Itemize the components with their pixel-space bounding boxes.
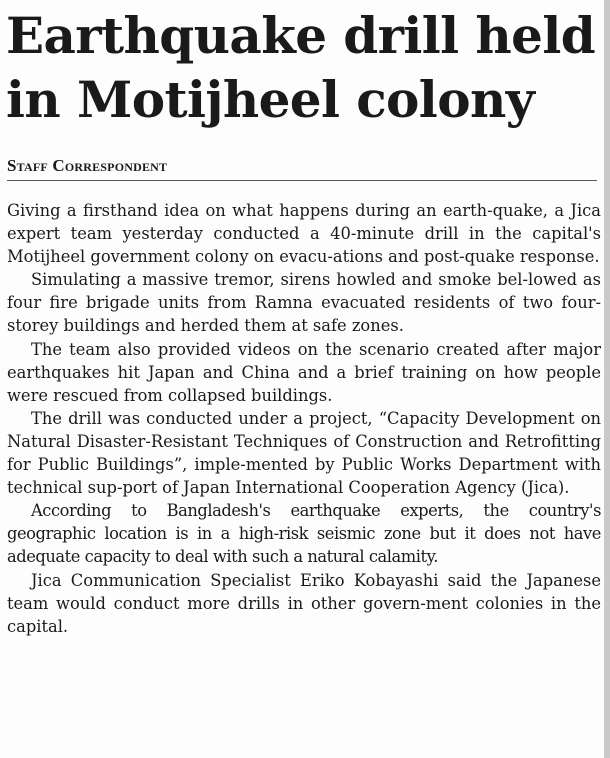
article-paragraph: Simulating a massive tremor, sirens howled and smoke bel-lowed as four fire brigade units from Ramna evacuated residents of two four-storey buildings and herded them at safe zones. bbox=[7, 270, 601, 336]
byline-divider bbox=[7, 180, 597, 181]
article-paragraph: According to Bangladesh's earthquake experts, the country's geographic location is in a high-risk seismic zone but it does not have adequate capacity to deal with such a natural calamity. bbox=[7, 501, 601, 567]
article-paragraph: Jica Communication Specialist Eriko Kobayashi said the Japanese team would conduct more drills in other govern-ment colonies in the capital. bbox=[7, 570, 601, 636]
article-byline: Staff Correspondent bbox=[7, 156, 168, 175]
article-headline: Earthquake drill held in Motijheel colony bbox=[6, 6, 596, 129]
page-edge bbox=[604, 0, 610, 758]
article-body bbox=[7, 199, 601, 638]
article-paragraph: The drill was conducted under a project, “Capacity Development on Natural Disaster-Resistant Techniques of Construction and Retrofitting for Public Buildings”, imple-mented by Public Works Department with technical sup-port of Japan International Cooperation Agency (Jica). bbox=[7, 408, 601, 498]
article-paragraph: The team also provided videos on the scenario created after major earthquakes hit Japan and China and a brief training on how people were rescued from collapsed buildings. bbox=[7, 339, 601, 405]
article-paragraph: Giving a firsthand idea on what happens during an earth-quake, a Jica expert team yesterday conducted a 40-minute drill in the capital's Motijheel government colony on evacu-ations and post-quake response. bbox=[7, 201, 601, 267]
